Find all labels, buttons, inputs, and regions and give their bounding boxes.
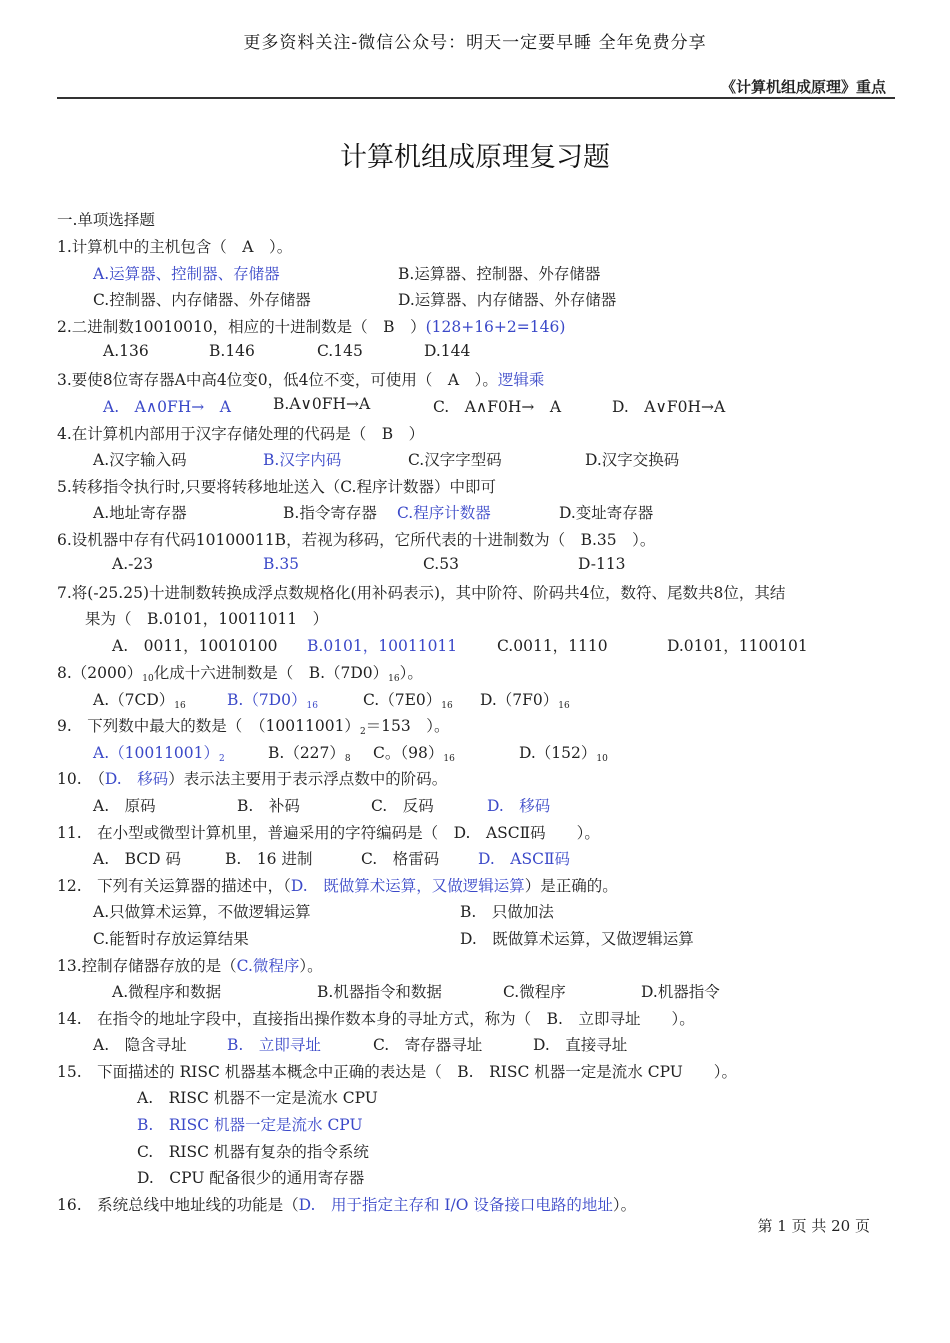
q15-option-c: C. RISC 机器有复杂的指令系统: [137, 1143, 369, 1161]
q4-option-c: C.汉字字型码: [408, 451, 502, 469]
q3-option-c: C. A∧F0H→ A: [433, 398, 562, 416]
q7-option-a: A. 0011，10010100: [112, 637, 278, 655]
q12-stem-b: ）是正确的。: [524, 877, 618, 895]
q4-option-b: B.汉字内码: [263, 451, 342, 469]
q2-option-d: D.144: [424, 342, 471, 360]
q8-option-c-base: 16: [441, 701, 453, 711]
q1-option-d: D.运算器、内存储器、外存储器: [398, 291, 617, 309]
q3-note: 逻辑乘: [497, 371, 545, 389]
q8-option-d: [480, 688, 570, 711]
q2-option-b: B.146: [209, 342, 255, 360]
q15-option-b: B. RISC 机器一定是流水 CPU: [137, 1116, 363, 1134]
q12-answer: D. 既做算术运算，又做逻辑运算: [290, 877, 525, 895]
q9-option-b-text: B.（227）: [268, 744, 345, 762]
question-2: [57, 315, 565, 337]
question-1: 1.计算机中的主机包含（ A ）。: [57, 238, 293, 256]
q5-stem-b: ）中即可: [433, 478, 496, 496]
q6-option-c: C.53: [423, 555, 459, 573]
q9-option-a: [93, 741, 225, 764]
q16-stem-a: 16. 系统总线中地址线的功能是（: [57, 1196, 299, 1214]
q14-option-b: B. 立即寻址: [227, 1036, 321, 1054]
q9-option-b: [268, 741, 351, 764]
q5-option-c: C.程序计数器: [397, 504, 491, 522]
question-3: [57, 368, 544, 390]
q13-answer: C.微程序: [236, 957, 300, 975]
q8-option-d-base: 16: [558, 701, 570, 711]
q4-option-d: D.汉字交换码: [585, 451, 680, 469]
q7-option-c: C.0011，1110: [497, 637, 608, 655]
q7-option-b: B.0101，10011011: [307, 637, 458, 655]
q13-option-b: B.机器指令和数据: [317, 983, 442, 1001]
q16-stem-b: ）。: [612, 1196, 637, 1214]
question-13: [57, 954, 323, 976]
q9-option-a-base: 2: [219, 754, 225, 764]
q5-option-a: A.地址寄存器: [93, 504, 187, 522]
question-12: [57, 874, 618, 896]
q8-option-a-base: 16: [174, 701, 186, 711]
q10-option-c: C. 反码: [371, 797, 434, 815]
q16-answer: D. 用于指定主存和 I/O 设备接口电路的地址: [298, 1196, 613, 1214]
q14-option-a: A. 隐含寻址: [93, 1036, 187, 1054]
document-title: 计算机组成原理复习题: [340, 142, 610, 173]
q9-base-2: 2: [359, 727, 366, 737]
question-6: 6.设机器中存有代码10100011B，若视为移码，它所代表的十进制数为（ B.35 ）。: [57, 531, 656, 549]
q1-option-a: A.运算器、控制器、存储器: [93, 265, 280, 283]
promo-banner: 更多资料关注-微信公众号：明天一定要早睡 全年免费分享: [243, 33, 707, 53]
question-8: [57, 661, 423, 684]
q8-option-b: [227, 688, 318, 711]
q8-stem-b: 化成十六进制数是（ B.（7D0）: [153, 664, 389, 682]
q15-option-d: D. CPU 配备很少的通用寄存器: [137, 1169, 365, 1187]
q13-option-d: D.机器指令: [641, 983, 720, 1001]
q8-base-16: 16: [388, 674, 400, 684]
q13-stem-b: ）。: [299, 957, 323, 975]
q10-option-b: B. 补码: [237, 797, 300, 815]
q8-option-c: [363, 688, 453, 711]
q12-option-a: A.只做算术运算，不做逻辑运算: [93, 903, 311, 921]
q3-option-d: D. A∨F0H→A: [612, 398, 726, 416]
q13-option-c: C.微程序: [503, 983, 566, 1001]
q2-stem: 2.二进制数10010010，相应的十进制数是（ B ）: [57, 318, 426, 336]
question-10: [57, 767, 447, 789]
q12-option-c: C.能暂时存放运算结果: [93, 930, 249, 948]
q6-option-a: A.-23: [112, 555, 154, 573]
course-header: 《计算机组成原理》重点: [720, 78, 886, 96]
q10-option-a: A. 原码: [93, 797, 156, 815]
q11-option-d: D. ASCⅡ码: [478, 850, 571, 868]
q8-option-b-base: 16: [306, 701, 318, 711]
q5-option-d: D.变址寄存器: [559, 504, 654, 522]
q3-stem: 3.要使8位寄存器A中高4位变0，低4位不变，可使用（ A ）。: [57, 371, 498, 389]
q13-stem-a: 13.控制存储器存放的是（: [57, 957, 237, 975]
q2-note: (128+16+2=146): [425, 318, 566, 336]
question-15: 15. 下面描述的 RISC 机器基本概念中正确的表达是（ B. RISC 机器一定是流水 CPU ）。: [57, 1063, 738, 1081]
q4-option-a: A.汉字输入码: [93, 451, 187, 469]
section-heading: 一.单项选择题: [57, 211, 155, 229]
q8-option-b-text: B.（7D0）: [227, 691, 307, 709]
q1-option-b: B.运算器、控制器、外存储器: [398, 265, 601, 283]
q3-option-b: B.A∨0FH→A: [273, 395, 371, 413]
q8-option-d-text: D.（7F0）: [480, 691, 559, 709]
q7-option-d: D.0101，1100101: [667, 637, 808, 655]
page-number: 第 1 页 共 20 页: [757, 1217, 870, 1235]
q9-option-d-base: 10: [596, 754, 608, 764]
q2-option-c: C.145: [317, 342, 363, 360]
q10-stem-b: ）表示法主要用于表示浮点数中的阶码。: [168, 770, 448, 788]
q9-option-c-base: 16: [443, 754, 455, 764]
question-11: 11. 在小型或微型计算机里，普遍采用的字符编码是（ D. ASCⅡ码 ）。: [57, 824, 600, 842]
q6-option-b: B.35: [263, 555, 300, 573]
q9-option-d-text: D.（152）: [519, 744, 597, 762]
q1-option-c: C.控制器、内存储器、外存储器: [93, 291, 311, 309]
q11-option-b: B. 16 进制: [225, 850, 313, 868]
q5-answer: C.程序计数器: [340, 478, 434, 496]
q6-option-d: D-113: [578, 555, 626, 573]
q9-option-c-text: C。（98）: [373, 744, 444, 762]
question-7-line-2: 果为（ B.0101，10011011 ）: [85, 610, 329, 628]
q12-option-b: B. 只做加法: [460, 903, 554, 921]
q8-option-a: [93, 688, 186, 711]
q10-stem-a: 10. （: [57, 770, 105, 788]
q8-option-a-text: A.（7CD）: [93, 691, 175, 709]
q5-stem-a: 5.转移指令执行时,只要将转移地址送入（: [57, 478, 341, 496]
q9-option-b-base: 8: [344, 754, 351, 764]
q3-option-a: A. A∧0FH→ A: [103, 398, 231, 416]
question-5: [57, 475, 496, 497]
q13-option-a: A.微程序和数据: [112, 983, 222, 1001]
q10-option-d: D. 移码: [487, 797, 551, 815]
q9-option-d: [519, 741, 608, 764]
q12-option-d: D. 既做算术运算，又做逻辑运算: [460, 930, 694, 948]
q8-base-10: 10: [142, 674, 154, 684]
q11-option-a: A. BCD 码: [93, 850, 182, 868]
q14-option-c: C. 寄存器寻址: [373, 1036, 483, 1054]
question-7-line-1: 7.将(-25.25)十进制数转换成浮点数规格化(用补码表示)，其中阶符、阶码共4位，数符、尾数共8位，其结: [57, 584, 786, 602]
question-16: [57, 1193, 636, 1215]
question-4: 4.在计算机内部用于汉字存储处理的代码是（ B ）: [57, 425, 425, 443]
q5-option-b: B.指令寄存器: [283, 504, 377, 522]
q9-option-a-text: A.（10011001）: [93, 744, 220, 762]
q8-option-c-text: C.（7E0）: [363, 691, 442, 709]
q11-option-c: C. 格雷码: [361, 850, 440, 868]
q15-option-a: A. RISC 机器不一定是流水 CPU: [137, 1089, 378, 1107]
q12-stem-a: 12. 下列有关运算器的描述中，（: [57, 877, 291, 895]
question-14: 14. 在指令的地址字段中，直接指出操作数本身的寻址方式，称为（ B. 立即寻址 ）。: [57, 1010, 695, 1028]
header-rule: [57, 97, 895, 99]
q8-stem-a: 8.（2000）: [57, 664, 143, 682]
q9-stem-a: 9. 下列数中最大的数是（ （10011001）: [57, 717, 360, 735]
q8-stem-c: ）。: [399, 664, 423, 682]
q10-answer: D. 移码: [104, 770, 169, 788]
q2-option-a: A.136: [103, 342, 149, 360]
q9-option-c: [373, 741, 455, 764]
question-9: [57, 714, 450, 737]
q9-stem-b: ＝153 ）。: [365, 717, 450, 735]
q14-option-d: D. 直接寻址: [533, 1036, 628, 1054]
